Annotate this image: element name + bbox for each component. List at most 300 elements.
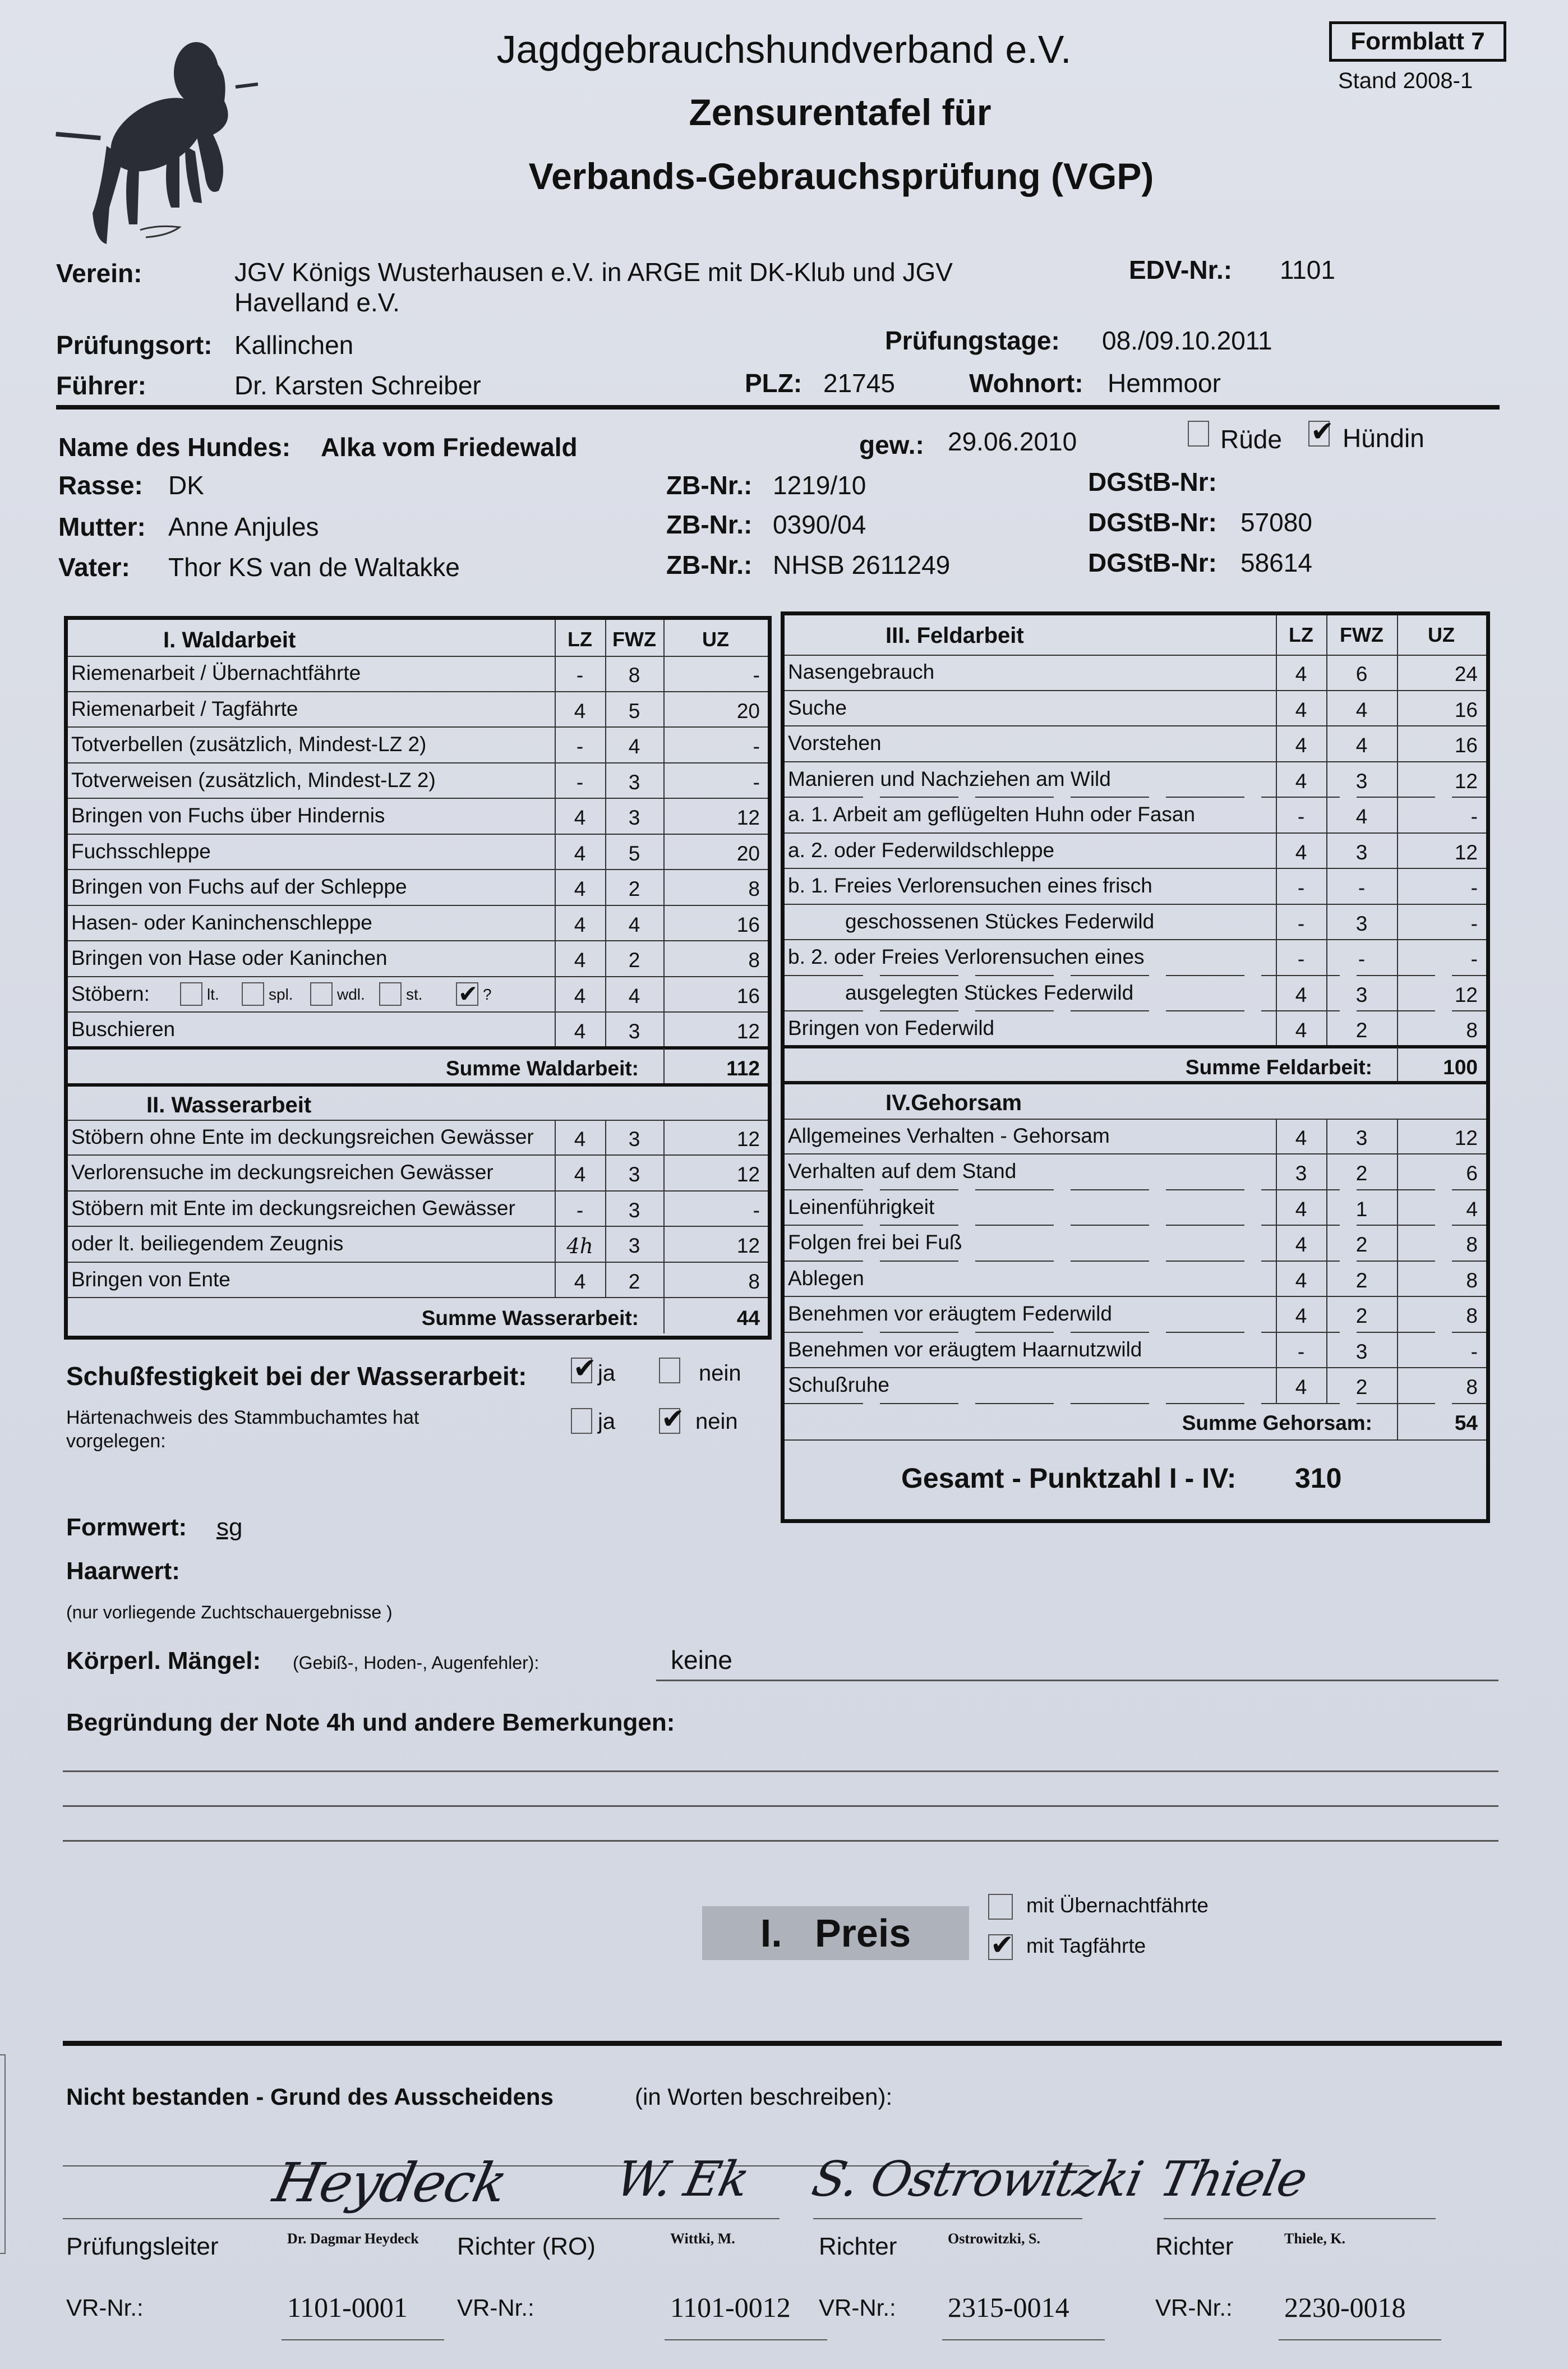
row-label: a. 1. Arbeit am geflügelten Huhn oder Fasan	[788, 803, 1196, 826]
haarwert-label: Haarwert:	[66, 1557, 180, 1585]
cell-uz[interactable]: 16	[736, 984, 760, 1008]
row-label: Bringen von Fuchs über Hindernis	[71, 804, 385, 827]
section-divider	[68, 1083, 768, 1087]
mutter-dgstb-label: DGStB-Nr:	[1088, 508, 1217, 537]
cell-uz[interactable]: 8	[748, 1269, 760, 1293]
judge-signature: Thiele	[1155, 2151, 1312, 2207]
bemerkungen-label: Begründung der Note 4h und andere Bemerkungen:	[66, 1709, 675, 1736]
mutter-label: Mutter:	[58, 512, 146, 541]
check-icon: ✔	[1311, 416, 1334, 447]
cell-lz[interactable]: 4	[574, 913, 586, 936]
column-divider	[555, 1120, 556, 1298]
check-icon: ✔	[458, 980, 478, 1007]
haerte-ja-checkbox[interactable]	[571, 1408, 592, 1434]
score-row	[785, 1011, 1486, 1046]
cell-uz[interactable]: 16	[1454, 698, 1478, 721]
cell-fwz[interactable]: 6	[1355, 663, 1368, 686]
cell-uz[interactable]: -	[753, 664, 760, 687]
sum-value: 44	[736, 1307, 760, 1330]
cell-uz[interactable]: -	[1470, 947, 1478, 970]
cell-lz[interactable]: -	[576, 664, 584, 687]
rasse-value: DK	[168, 471, 204, 500]
section-divider	[785, 1081, 1486, 1084]
nicht-bestanden-label: Nicht bestanden - Grund des Ausscheidens	[66, 2083, 554, 2110]
row-label: Stöbern:	[71, 982, 150, 1005]
score-row	[68, 1155, 768, 1190]
score-row	[785, 1225, 1486, 1261]
huendin-checkbox[interactable]	[1308, 416, 1334, 447]
cell-lz[interactable]: 3	[1295, 1162, 1307, 1185]
score-row	[68, 692, 768, 727]
cell-uz[interactable]: 12	[1454, 1126, 1478, 1149]
plz-label: PLZ:	[745, 369, 803, 398]
divider	[63, 2041, 1502, 2046]
score-row	[785, 1261, 1486, 1296]
cell-lz[interactable]: -	[1297, 912, 1305, 935]
row-label: Bringen von Fuchs auf der Schleppe	[71, 875, 407, 898]
cell-fwz[interactable]: 2	[628, 877, 640, 900]
cell-lz[interactable]: 4	[574, 949, 586, 972]
row-label: Benehmen vor eräugtem Federwild	[788, 1302, 1112, 1325]
sum-label: Summe Feldarbeit:	[1185, 1055, 1372, 1079]
cell-uz[interactable]: -	[1470, 1340, 1478, 1363]
section-divider	[68, 1046, 768, 1050]
cell-uz[interactable]: 8	[1466, 1233, 1478, 1256]
bemerkungen-line[interactable]	[63, 1770, 1498, 1772]
cell-lz[interactable]: 4	[574, 841, 586, 865]
cell-uz[interactable]: 16	[736, 913, 760, 936]
section-divider	[785, 1045, 1486, 1048]
edv-value: 1101	[1280, 255, 1335, 284]
stoebern-checkbox[interactable]	[310, 982, 333, 1006]
stoebern-option-label: wdl.	[337, 985, 365, 1003]
stoebern-option-label: lt.	[207, 985, 219, 1003]
row-label: Stöbern mit Ente im deckungsreichen Gewässer	[71, 1196, 515, 1220]
cell-uz[interactable]: -	[1470, 912, 1478, 935]
cell-lz[interactable]: 4	[1295, 769, 1307, 793]
cell-uz[interactable]: 8	[748, 877, 760, 900]
cell-uz[interactable]: 20	[736, 699, 760, 723]
pruefungstage-label: Prüfungstage:	[885, 326, 1060, 355]
fuehrer-label: Führer:	[56, 371, 146, 400]
check-icon: ✔	[573, 1353, 597, 1384]
cell-fwz[interactable]: 4	[628, 984, 640, 1008]
wohnort-value: Hemmoor	[1108, 369, 1221, 398]
huendin-label: Hündin	[1343, 424, 1424, 453]
row-label: Riemenarbeit / Tagfährte	[71, 697, 298, 720]
cell-fwz[interactable]: 3	[1355, 769, 1368, 793]
column-divider	[1397, 615, 1398, 1047]
preis-uebernacht-label: mit Übernachtfährte	[1026, 1894, 1209, 1917]
cell-fwz[interactable]: 3	[628, 1163, 640, 1186]
cell-fwz[interactable]: 5	[628, 841, 640, 865]
row-label: Vorstehen	[788, 732, 882, 755]
preis-uebernacht-checkbox[interactable]	[988, 1894, 1013, 1920]
score-row	[68, 1120, 768, 1155]
row-label: Schußruhe	[788, 1373, 889, 1396]
row-label: b. 1. Freies Verlorensuchen eines frisch	[788, 874, 1152, 897]
cell-fwz[interactable]: 1	[1355, 1197, 1368, 1221]
judge-signature: S. Ostrowitzki	[807, 2151, 1147, 2207]
org-name: Jagdgebrauchshundverband e.V.	[496, 27, 1072, 71]
judge-name: Ostrowitzki, S.	[948, 2230, 1040, 2247]
score-row	[785, 833, 1486, 868]
vr-line	[1279, 2339, 1441, 2340]
cell-fwz[interactable]: 3	[1355, 1340, 1368, 1363]
row-label: Leinenführigkeit	[788, 1195, 935, 1218]
cell-lz[interactable]: 4	[1295, 1268, 1307, 1292]
cell-lz[interactable]: 4	[574, 1163, 586, 1186]
vr-label: VR-Nr.:	[66, 2294, 144, 2321]
column-divider	[555, 620, 556, 1048]
haerte-ja-label: ja	[598, 1409, 616, 1434]
vr-number: 1101-0012	[670, 2292, 791, 2323]
cell-uz[interactable]: 12	[736, 1163, 760, 1186]
cell-uz[interactable]: 12	[736, 806, 760, 829]
cell-fwz[interactable]: 3	[628, 1234, 640, 1257]
judge-role: Richter	[1155, 2233, 1234, 2260]
vr-label: VR-Nr.:	[457, 2294, 534, 2321]
vr-line	[665, 2339, 827, 2340]
divider	[56, 405, 1500, 410]
verein-label: Verein:	[56, 259, 142, 288]
maengel-line	[656, 1680, 1498, 1681]
cell-lz[interactable]: 4	[574, 806, 586, 829]
cell-lz[interactable]: -	[576, 735, 584, 758]
score-row	[785, 655, 1486, 690]
score-row	[785, 1296, 1486, 1332]
column-header-fwz: FWZ	[1340, 623, 1383, 646]
cell-fwz[interactable]: 4	[628, 735, 640, 758]
row-label: Nasengebrauch	[788, 660, 935, 683]
cell-fwz[interactable]: 2	[628, 1269, 640, 1293]
vr-label: VR-Nr.:	[819, 2294, 896, 2321]
ruede-checkbox[interactable]	[1188, 421, 1209, 447]
row-label: a. 2. oder Federwildschleppe	[788, 838, 1055, 862]
column-divider	[605, 1120, 606, 1298]
haerte-label-2: vorgelegen:	[66, 1430, 166, 1452]
judge-name: Dr. Dagmar Heydeck	[287, 2230, 419, 2247]
haerte-nein-label: nein	[695, 1409, 738, 1434]
cell-fwz[interactable]: 2	[1355, 1376, 1368, 1399]
cell-uz[interactable]: 12	[1454, 840, 1478, 864]
plz-value: 21745	[823, 369, 895, 398]
cell-lz[interactable]: 4h	[566, 1234, 593, 1258]
section-title: I. Waldarbeit	[163, 628, 296, 652]
judge-role: Prüfungsleiter	[66, 2233, 219, 2260]
hund-name-label: Name des Hundes:	[58, 433, 291, 462]
cell-uz[interactable]: -	[753, 770, 760, 794]
cell-fwz[interactable]: 2	[1355, 1304, 1368, 1327]
stoebern-option-label: spl.	[269, 985, 293, 1003]
rasse-zb-value: 1219/10	[773, 471, 866, 500]
cell-lz[interactable]: 4	[574, 1127, 586, 1151]
cell-uz[interactable]: 8	[1466, 1019, 1478, 1042]
cell-uz[interactable]: 12	[736, 1127, 760, 1151]
vr-line	[942, 2339, 1105, 2340]
score-row	[785, 940, 1486, 975]
bemerkungen-line[interactable]	[63, 1805, 1498, 1807]
haerte-nein-checkbox[interactable]	[659, 1403, 685, 1434]
title-line-2: Verbands-Gebrauchsprüfung (VGP)	[528, 155, 1154, 197]
score-row	[785, 1368, 1486, 1403]
vater-dgstb-label: DGStB-Nr:	[1088, 548, 1217, 577]
cell-fwz[interactable]: 3	[1355, 1126, 1368, 1149]
cell-fwz[interactable]: 2	[1355, 1019, 1368, 1042]
column-divider	[1276, 1119, 1277, 1404]
cell-fwz[interactable]: 4	[1355, 734, 1368, 757]
cell-fwz[interactable]: 3	[1355, 840, 1368, 864]
cell-uz[interactable]: 12	[736, 1020, 760, 1043]
row-label: Fuchsschleppe	[71, 839, 211, 863]
column-divider	[663, 620, 665, 1048]
signature-line[interactable]	[813, 2218, 1082, 2219]
row-label: Hasen- oder Kaninchenschleppe	[71, 910, 372, 934]
cell-lz[interactable]: 4	[1295, 1019, 1307, 1042]
nicht-bestanden-hint: (in Worten beschreiben):	[635, 2083, 893, 2110]
cell-lz[interactable]: -	[1297, 805, 1305, 828]
stoebern-option-label: ?	[483, 985, 492, 1003]
cell-lz[interactable]: 4	[1295, 734, 1307, 757]
cell-lz[interactable]: -	[1297, 876, 1305, 899]
column-divider	[1326, 1119, 1327, 1404]
score-row	[68, 1262, 768, 1298]
signature-line[interactable]	[1164, 2218, 1436, 2219]
cell-lz[interactable]: 4	[574, 1269, 586, 1293]
cell-lz[interactable]: -	[1297, 1340, 1305, 1363]
column-divider	[1397, 1047, 1398, 1083]
schuss-ja-checkbox[interactable]	[571, 1353, 597, 1384]
score-row	[785, 1154, 1486, 1189]
column-header-lz: LZ	[568, 628, 592, 651]
schuss-nein-checkbox[interactable]	[659, 1358, 680, 1383]
row-label: oder lt. beiliegendem Zeugnis	[71, 1232, 344, 1255]
mutter-zb-label: ZB-Nr.:	[666, 510, 753, 539]
cell-uz[interactable]: 12	[1454, 983, 1478, 1006]
judge-role: Richter	[819, 2233, 897, 2260]
cell-fwz[interactable]: 2	[1355, 1162, 1368, 1185]
cell-fwz[interactable]: 2	[1355, 1233, 1368, 1256]
maengel-value: keine	[671, 1645, 732, 1675]
cell-uz[interactable]: 6	[1466, 1162, 1478, 1185]
score-row	[785, 691, 1486, 726]
check-icon: ✔	[661, 1403, 685, 1434]
cell-uz[interactable]: 20	[736, 841, 760, 865]
vater-label: Vater:	[58, 553, 130, 582]
section-title: IV.Gehorsam	[886, 1090, 1022, 1115]
preis-tag-checkbox[interactable]	[988, 1929, 1014, 1961]
title-line-1: Zensurentafel für	[689, 91, 991, 133]
score-row	[68, 727, 768, 762]
preis-tag-label: mit Tagfährte	[1026, 1934, 1146, 1957]
column-header-lz: LZ	[1289, 623, 1313, 646]
gewolft-label: gew.:	[859, 430, 924, 459]
row-label: Bringen von Ente	[71, 1267, 230, 1291]
cell-uz[interactable]: -	[753, 735, 760, 758]
row-divider	[68, 1297, 768, 1298]
score-row	[68, 834, 768, 870]
cell-lz[interactable]: -	[1297, 947, 1305, 970]
total-label: Gesamt - Punktzahl I - IV:	[901, 1462, 1237, 1494]
cell-fwz[interactable]: 8	[628, 664, 640, 687]
stoebern-checkbox[interactable]	[379, 982, 402, 1006]
vr-number: 2315-0014	[948, 2292, 1069, 2323]
row-label: Stöbern ohne Ente im deckungsreichen Gewässer	[71, 1125, 534, 1148]
column-divider	[663, 1048, 665, 1084]
preis-badge: I. Preis	[702, 1906, 969, 1960]
cell-lz[interactable]: 4	[1295, 840, 1307, 864]
cell-fwz[interactable]: 3	[628, 770, 640, 794]
score-row	[785, 868, 1486, 904]
cell-fwz[interactable]: 5	[628, 699, 640, 723]
feld-gehorsam-table	[781, 611, 1490, 1523]
section-title: III. Feldarbeit	[886, 623, 1024, 648]
rasse-zb-label: ZB-Nr.:	[666, 471, 753, 500]
cell-fwz[interactable]: 4	[1355, 698, 1368, 721]
mutter-dgstb-value: 57080	[1240, 508, 1312, 537]
score-row	[68, 977, 768, 1012]
ruede-label: Rüde	[1220, 425, 1282, 454]
bemerkungen-line[interactable]	[63, 1840, 1498, 1842]
score-row	[68, 798, 768, 834]
stoebern-checkbox[interactable]	[242, 982, 264, 1006]
cell-lz[interactable]: -	[576, 770, 584, 794]
hund-name-value: Alka vom Friedewald	[321, 433, 578, 462]
cell-fwz[interactable]: 3	[1355, 912, 1368, 935]
cell-lz[interactable]: 4	[1295, 1233, 1307, 1256]
score-row	[68, 905, 768, 941]
cell-uz[interactable]: 12	[736, 1234, 760, 1257]
column-header-fwz: FWZ	[612, 628, 656, 651]
cell-fwz[interactable]: 3	[1355, 983, 1368, 1006]
score-row	[68, 656, 768, 691]
vr-label: VR-Nr.:	[1155, 2294, 1233, 2321]
vater-zb-value: NHSB 2611249	[773, 550, 951, 579]
formwert-label: Formwert:	[66, 1514, 187, 1541]
cell-uz[interactable]: -	[753, 1198, 760, 1222]
row-divider	[785, 1439, 1486, 1441]
wohnort-label: Wohnort:	[969, 369, 1083, 398]
score-row	[785, 1190, 1486, 1225]
cell-fwz[interactable]: -	[1358, 947, 1366, 970]
check-icon: ✔	[990, 1929, 1014, 1961]
cell-uz[interactable]: -	[1470, 805, 1478, 828]
cell-lz[interactable]: -	[576, 1198, 584, 1222]
haerte-label-1: Härtenachweis des Stammbuchamtes hat	[66, 1407, 419, 1428]
pruefungsort-value: Kallinchen	[234, 330, 354, 360]
row-label: Manieren und Nachziehen am Wild	[788, 767, 1111, 790]
cell-lz[interactable]: 4	[574, 984, 586, 1008]
row-label: Buschieren	[71, 1018, 176, 1041]
column-divider	[663, 1298, 665, 1333]
stoebern-checkbox[interactable]	[180, 982, 202, 1006]
signature-line[interactable]	[608, 2218, 718, 2219]
cell-lz[interactable]: 4	[1295, 663, 1307, 686]
score-row	[785, 976, 1486, 1011]
row-label: Verlorensuche im deckungsreichen Gewässer	[71, 1161, 494, 1184]
cell-lz[interactable]: 4	[1295, 698, 1307, 721]
cell-lz[interactable]: 4	[1295, 1126, 1307, 1149]
row-label: Allgemeines Verhalten - Gehorsam	[788, 1124, 1110, 1147]
stoebern-checkbox[interactable]	[456, 982, 478, 1006]
score-row	[785, 904, 1486, 940]
score-row	[68, 941, 768, 976]
row-label: Benehmen vor eräugtem Haarnutzwild	[788, 1337, 1142, 1361]
sum-label: Summe Gehorsam:	[1182, 1411, 1372, 1434]
verein-value-line1: JGV Königs Wusterhausen e.V. in ARGE mit DK-Klub und JGV	[234, 257, 953, 287]
score-row	[785, 1119, 1486, 1154]
cell-lz[interactable]: 4	[1295, 1197, 1307, 1221]
cell-uz[interactable]: 12	[1454, 769, 1478, 793]
column-divider	[663, 1120, 665, 1298]
row-label: Folgen frei bei Fuß	[788, 1231, 962, 1254]
form-version: Stand 2008-1	[1338, 68, 1473, 93]
score-row	[68, 763, 768, 798]
row-label: Bringen von Hase oder Kaninchen	[71, 946, 388, 969]
sum-label: Summe Waldarbeit:	[445, 1056, 639, 1080]
cell-fwz[interactable]: 3	[628, 806, 640, 829]
judge-name: Wittki, M.	[670, 2230, 735, 2247]
cell-uz[interactable]: 24	[1454, 663, 1478, 686]
column-divider	[1326, 615, 1327, 1047]
cell-fwz[interactable]: -	[1358, 876, 1366, 899]
cell-lz[interactable]: 4	[574, 1020, 586, 1043]
cell-fwz[interactable]: 4	[1355, 805, 1368, 828]
edv-label: EDV-Nr.:	[1129, 255, 1233, 284]
cell-fwz[interactable]: 3	[628, 1198, 640, 1222]
cell-lz[interactable]: 4	[1295, 1304, 1307, 1327]
cell-uz[interactable]: 8	[748, 949, 760, 972]
section-title: II. Wasserarbeit	[146, 1092, 312, 1117]
rasse-label: Rasse:	[58, 471, 143, 500]
row-label: Totverweisen (zusätzlich, Mindest-LZ 2)	[71, 768, 436, 792]
sum-label: Summe Wasserarbeit:	[421, 1307, 639, 1330]
cell-uz[interactable]: -	[1470, 876, 1478, 899]
cell-lz[interactable]: 4	[1295, 983, 1307, 1006]
cell-fwz[interactable]: 3	[628, 1127, 640, 1151]
vr-number: 2230-0018	[1284, 2292, 1406, 2323]
column-divider	[1397, 1404, 1398, 1439]
row-label: Totverbellen (zusätzlich, Mindest-LZ 2)	[71, 733, 427, 756]
cell-lz[interactable]: 4	[574, 877, 586, 900]
cell-lz[interactable]: 4	[1295, 1376, 1307, 1399]
row-label: Bringen von Federwild	[788, 1016, 995, 1039]
cell-fwz[interactable]: 3	[628, 1020, 640, 1043]
cell-fwz[interactable]: 2	[1355, 1268, 1368, 1292]
cell-lz[interactable]: 4	[574, 699, 586, 723]
schuss-ja-label: ja	[598, 1361, 616, 1386]
verein-value-line2: Havelland e.V.	[234, 288, 400, 317]
cell-uz[interactable]: 4	[1466, 1197, 1478, 1221]
score-row	[68, 1191, 768, 1226]
stoebern-option-label: st.	[406, 985, 423, 1003]
cell-uz[interactable]: 16	[1454, 734, 1478, 757]
cell-fwz[interactable]: 4	[628, 913, 640, 936]
maengel-hint: (Gebiß-, Hoden-, Augenfehler):	[293, 1653, 539, 1673]
cell-uz[interactable]: 8	[1466, 1304, 1478, 1327]
cell-fwz[interactable]: 2	[628, 949, 640, 972]
schuss-label: Schußfestigkeit bei der Wasserarbeit:	[66, 1361, 527, 1391]
score-row	[68, 1012, 768, 1047]
row-divider	[785, 1403, 1486, 1404]
vater-dgstb-value: 58614	[1240, 548, 1312, 577]
fuehrer-value: Dr. Karsten Schreiber	[234, 371, 481, 400]
haarwert-note: (nur vorliegende Zuchtschauergebnisse )	[66, 1602, 393, 1622]
cell-uz[interactable]: 8	[1466, 1268, 1478, 1292]
rasse-dgstb-label: DGStB-Nr:	[1088, 467, 1217, 496]
vr-line	[282, 2339, 444, 2340]
cell-uz[interactable]: 8	[1466, 1376, 1478, 1399]
